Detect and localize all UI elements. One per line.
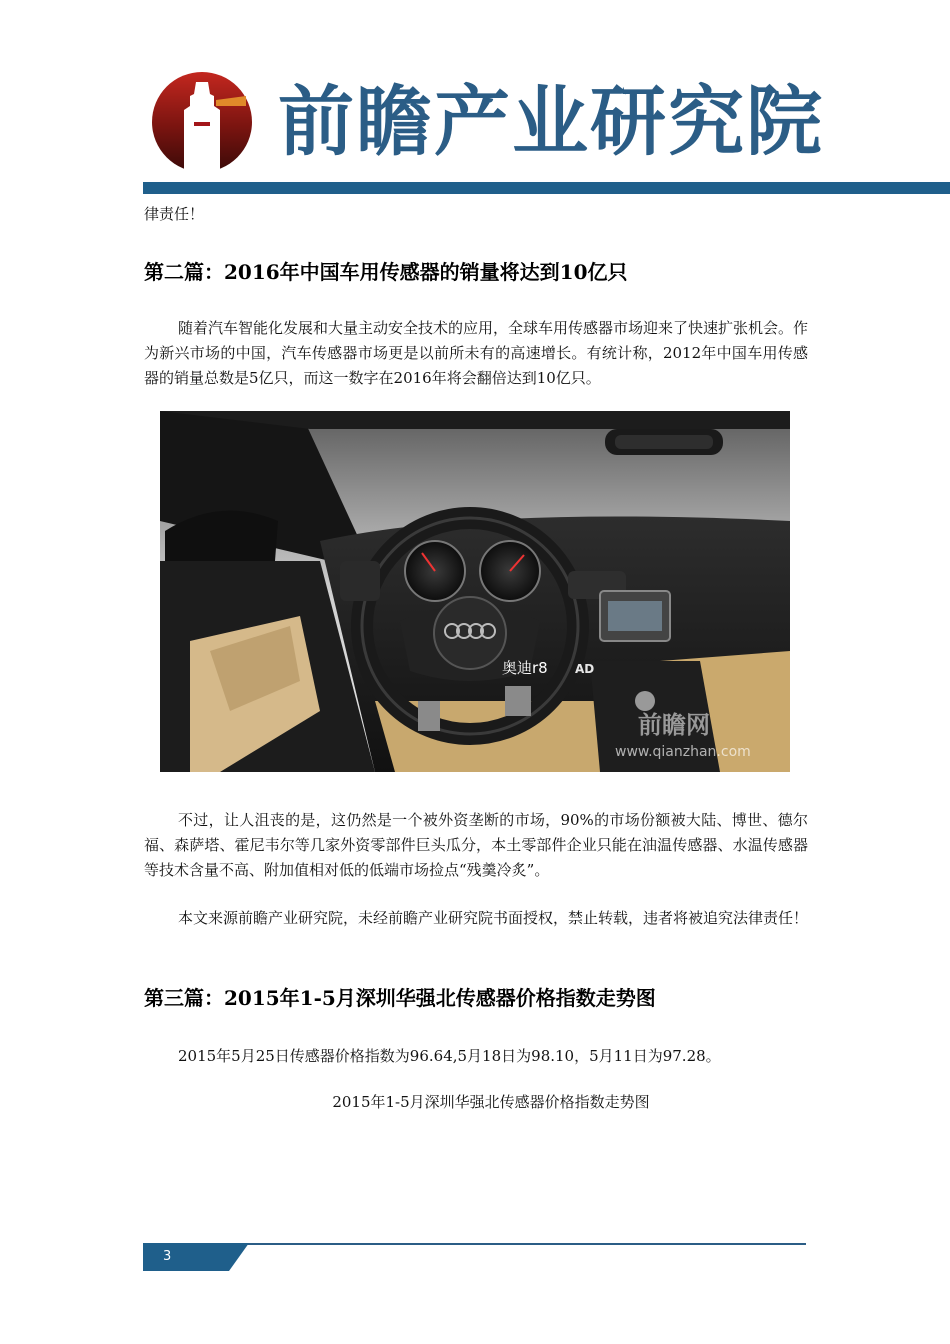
photo-watermark-name: 前瞻网: [638, 711, 710, 739]
section2-paragraph-3: 本文来源前瞻产业研究院，未经前瞻产业研究院书面授权，禁止转载，违者将被追究法律责任！: [178, 909, 809, 927]
brand-logo-icon: [150, 70, 254, 174]
brand-title: 前瞻产业研究院: [278, 77, 824, 166]
footer-page-tab: [143, 1243, 249, 1271]
photo-model-label: 奥迪r8: [502, 659, 548, 677]
header-rule: [143, 182, 950, 194]
footer-rule: [238, 1243, 806, 1245]
page-number: 3: [163, 1249, 172, 1264]
section2-paragraph-1: 随着汽车智能化发展和大量主动安全技术的应用，全球车用传感器市场迎来了快速扩张机会。作为新兴市场的中国，汽车传感器市场更是以前所未有的高速增长。有统计称，2012年中国车用传感器的销量总数是5亿只，而这一数字在2016年将会翻倍达到10亿只。: [144, 319, 809, 387]
section3-paragraph-1: 2015年5月25日传感器价格指数为96.64,5月18日为98.10，5月11日为97.28。: [178, 1047, 721, 1065]
car-interior-photo: [160, 411, 790, 772]
section2-heading: 第二篇：2016年中国车用传感器的销量将达到10亿只: [144, 260, 628, 284]
section2-paragraph-2: 不过，让人沮丧的是，这仍然是一个被外资垄断的市场，90%的市场份额被大陆、博世、德尔福、森萨塔、霍尼韦尔等几家外资零部件巨头瓜分，本土零部件企业只能在油温传感器、水温传感器等技术含量不高、附加值相对低的低端市场捡点“残羹冷炙”。: [144, 811, 808, 879]
section3-heading: 第三篇：2015年1-5月深圳华强北传感器价格指数走势图: [144, 986, 656, 1010]
photo-watermark-url: www.qianzhan.com: [615, 744, 751, 760]
figure-caption: 2015年1-5月深圳华强北传感器价格指数走势图: [332, 1093, 650, 1111]
photo-tag: AD: [575, 662, 595, 676]
continued-text: 律责任！: [144, 205, 205, 223]
